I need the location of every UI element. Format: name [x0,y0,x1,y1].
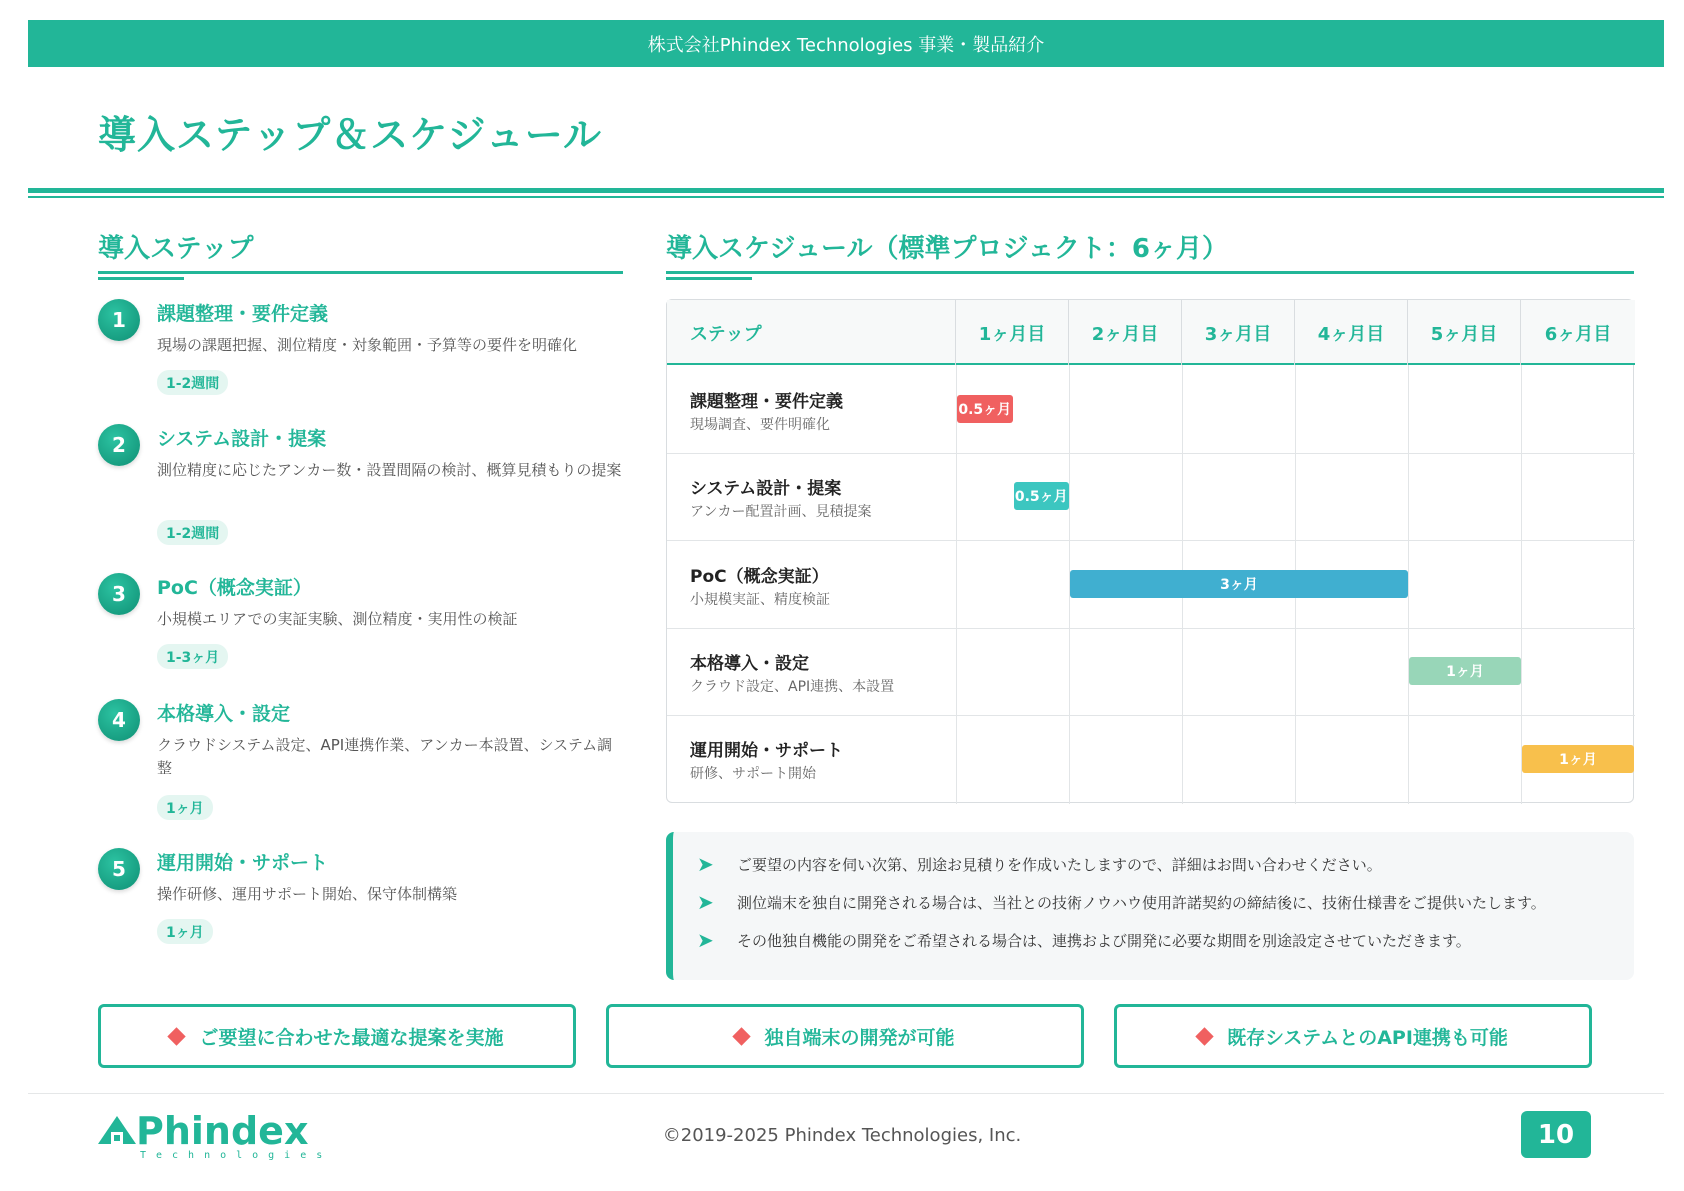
copyright: ©2019-2025 Phindex Technologies, Inc. [662,1125,1022,1146]
feature-box-device [606,1004,1084,1068]
title-divider-thin [28,196,1664,198]
step-title: 運用開始・サポート [157,852,329,874]
arrow-icon: ➤ [697,890,714,914]
diamond-icon [733,1027,751,1045]
step-description: クラウドシステム設定、API連携作業、アンカー本設置、システム調整 [157,736,613,777]
header-month-3: 3ヶ月目 [1182,300,1295,365]
grid-line [956,365,957,804]
schedule-row-title: PoC（概念実証） [690,567,829,587]
schedule-row-title: 本格導入・設定 [690,654,809,674]
gantt-bar: 1ヶ月 [1522,745,1634,773]
steps-heading: 導入ステップ [98,234,254,264]
step-item-5 [98,848,623,948]
schedule-heading: 導入スケジュール（標準プロジェクト：6ヶ月） [666,234,1229,264]
step-title: 課題整理・要件定義 [157,303,329,325]
schedule-row-title: システム設計・提案 [690,479,842,499]
schedule-row-title: 運用開始・サポート [690,741,843,761]
feature-text: 独自端末の開発が可能 [764,1026,955,1049]
step-description: 測位精度に応じたアンカー数・設置間隔の検討、概算見積もりの提案 [157,461,622,479]
schedule-row-sub: クラウド設定、API連携、本設置 [690,679,895,695]
grid-line [667,453,1635,454]
step-duration-badge: 1-3ヶ月 [157,644,228,669]
gantt-bar: 3ヶ月 [1070,570,1408,598]
logo-text: Phindex [136,1109,309,1153]
step-description: 操作研修、運用サポート開始、保守体制構築 [157,885,458,903]
step-description: 現場の課題把握、測位精度・対象範囲・予算等の要件を明確化 [157,336,578,354]
page-title: 導入ステップ＆スケジュール [98,113,602,157]
schedule-row-title: 課題整理・要件定義 [690,392,843,412]
grid-line [1521,365,1522,804]
step-title: 本格導入・設定 [157,703,291,725]
schedule-table [666,299,1634,803]
title-divider [28,188,1664,193]
schedule-heading-accent [666,277,752,280]
grid-line [667,540,1635,541]
header-step: ステップ [667,300,956,365]
step-duration-badge: 1-2週間 [157,370,228,395]
feature-box-proposal [98,1004,576,1068]
step-duration-badge: 1-2週間 [157,520,228,545]
grid-line [667,628,1635,629]
arrow-icon: ➤ [697,928,714,952]
company-banner-text: 株式会社Phindex Technologies 事業・製品紹介 [647,34,1045,56]
note-item [697,852,1382,876]
schedule-heading-rule [666,271,1634,274]
step-duration-badge: 1ヶ月 [157,795,213,820]
steps-heading-accent [98,277,184,280]
gantt-bar: 1ヶ月 [1409,657,1521,685]
page-number: 10 [1521,1111,1591,1158]
schedule-header-row [667,300,1635,365]
step-number: 1 [98,299,140,341]
step-item-3 [98,573,623,673]
step-number: 5 [98,848,140,890]
gantt-bar: 0.5ヶ月 [957,395,1013,423]
step-duration-badge: 1ヶ月 [157,919,213,944]
diamond-icon [1195,1027,1213,1045]
diamond-icon [168,1027,186,1045]
grid-line [1408,365,1409,804]
step-item-1 [98,299,623,399]
header-month-4: 4ヶ月目 [1295,300,1408,365]
schedule-row-sub: 研修、サポート開始 [690,766,816,782]
note-item [697,928,1471,952]
notes-box [666,832,1634,980]
arrow-icon: ➤ [697,852,714,876]
company-banner [28,20,1664,67]
step-item-2 [98,424,623,549]
header-month-6: 6ヶ月目 [1544,323,1612,345]
header-month-1: 1ヶ月目 [956,300,1069,365]
note-text: 測位端末を独自に開発される場合は、当社との技術ノウハウ使用許諾契約の締結後に、技術仕様書をご提供いたします。 [737,893,1546,912]
step-title: PoC（概念実証） [157,577,312,599]
schedule-row-sub: アンカー配置計画、見積提案 [690,504,872,520]
logo-subtext: Technologies [140,1150,333,1161]
header-month-2: 2ヶ月目 [1069,300,1182,365]
step-description: 小規模エリアでの実証実験、測位精度・実用性の検証 [157,610,518,628]
step-number: 3 [98,573,140,615]
step-number: 4 [98,699,140,741]
step-item-4 [98,699,623,824]
grid-line [667,715,1635,716]
note-item [697,890,1546,914]
steps-heading-rule [98,271,623,274]
step-number: 2 [98,424,140,466]
feature-text: 既存システムとのAPI連携も可能 [1227,1026,1508,1049]
feature-text: ご要望に合わせた最適な提案を実施 [199,1026,504,1049]
schedule-row-sub: 現場調査、要件明確化 [690,417,830,433]
feature-box-api [1114,1004,1592,1068]
schedule-row-sub: 小規模実証、精度検証 [690,592,830,608]
header-month-5: 5ヶ月目 [1408,300,1521,365]
note-text: その他独自機能の開発をご希望される場合は、連携および開発に必要な期間を別途設定させていただきます。 [737,931,1471,950]
gantt-bar: 0.5ヶ月 [1014,482,1070,510]
step-title: システム設計・提案 [157,428,327,450]
note-text: ご要望の内容を伺い次第、別途お見積りを作成いたしますので、詳細はお問い合わせください。 [737,855,1382,874]
footer-divider [28,1093,1664,1094]
